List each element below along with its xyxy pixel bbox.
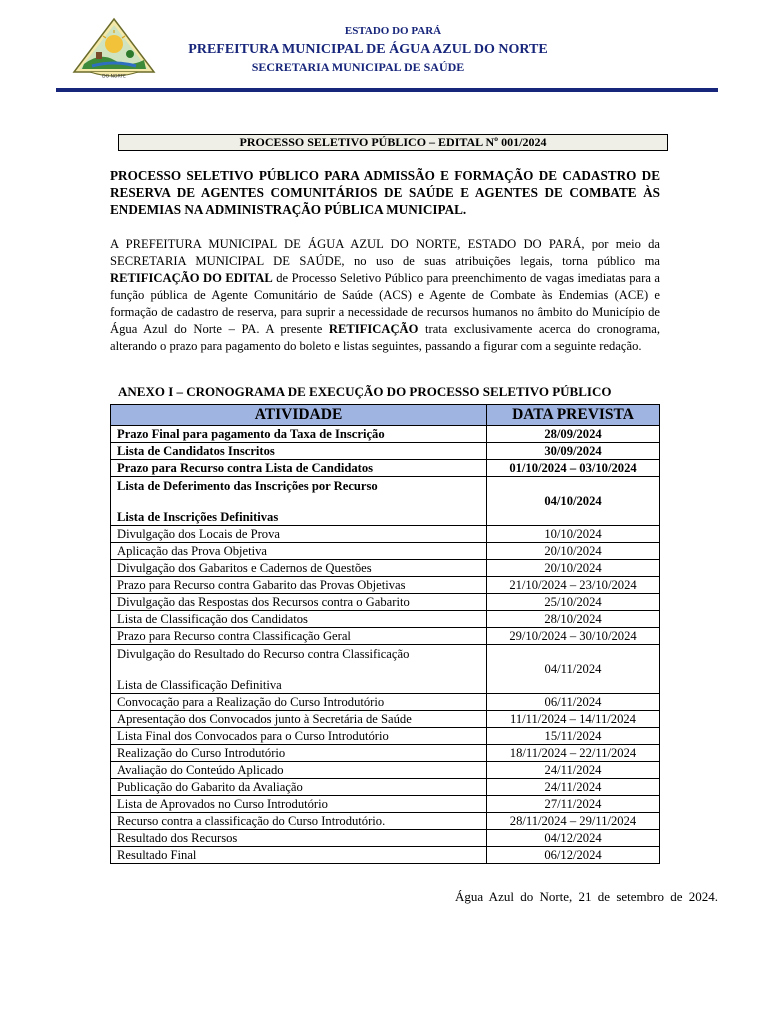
activity-cell: Divulgação das Respostas dos Recursos contra o Gabarito — [111, 594, 487, 611]
date-cell: 04/12/2024 — [487, 830, 660, 847]
activity-line-2: Lista de Inscrições Definitivas — [117, 510, 279, 524]
activity-line-2: Lista de Classificação Definitiva — [117, 678, 282, 692]
table-row — [111, 526, 660, 543]
table-header-row — [111, 405, 660, 426]
activity-cell: Resultado dos Recursos — [111, 830, 487, 847]
table-row — [111, 426, 660, 443]
table-row — [111, 796, 660, 813]
paragraph-text-2: de Processo Seletivo Público para preenchimento de vagas imediatas para a função pública de Agente Comunitário de Saúde (ACS) e Agente de Combate às Endemias (ACE) e formação de cadastro de reserva, para suprir a necessidade de recursos humanos no âmbito do Município de Água Azul do Norte – PA. A presente — [110, 271, 660, 336]
activity-cell: Aplicação das Prova Objetiva — [111, 543, 487, 560]
date-cell: 30/09/2024 — [487, 443, 660, 460]
date-cell: 21/10/2024 – 23/10/2024 — [487, 577, 660, 594]
table-row — [111, 779, 660, 796]
table-row — [111, 711, 660, 728]
activity-cell — [111, 477, 487, 526]
date-cell: 06/12/2024 — [487, 847, 660, 864]
table-row — [111, 443, 660, 460]
table-row — [111, 694, 660, 711]
body-paragraph — [110, 236, 660, 355]
annex-title: ANEXO I – CRONOGRAMA DE EXECUÇÃO DO PROCESSO SELETIVO PÚBLICO — [118, 384, 612, 399]
table-row — [111, 560, 660, 577]
activity-cell: Publicação do Gabarito da Avaliação — [111, 779, 487, 796]
activity-cell: Lista Final dos Convocados para o Curso Introdutório — [111, 728, 487, 745]
document-main-title: PROCESSO SELETIVO PÚBLICO PARA ADMISSÃO E FORMAÇÃO DE CADASTRO DE RESERVA DE AGENTES COMUNITÁRIOS DE SAÚDE E AGENTES DE COMBATE ÀS ENDEMIAS NA ADMINISTRAÇÃO PÚBLICA MUNICIPAL. — [110, 168, 660, 217]
table-row — [111, 594, 660, 611]
paragraph-text-3: trata exclusivamente acerca do cronograma, alterando o prazo para pagamento do boleto e listas seguintes, passando a figurar com a seguinte redação. — [110, 322, 660, 353]
schedule-table — [110, 404, 660, 864]
table-row — [111, 577, 660, 594]
activity-cell: Lista de Classificação dos Candidatos — [111, 611, 487, 628]
activity-cell: Prazo Final para pagamento da Taxa de Inscrição — [111, 426, 487, 443]
logo-ribbon-text: DO NORTE — [102, 74, 126, 80]
activity-cell: Lista de Aprovados no Curso Introdutório — [111, 796, 487, 813]
activity-cell — [111, 645, 487, 694]
header-activity: ATIVIDADE — [111, 405, 487, 426]
activity-cell: Realização do Curso Introdutório — [111, 745, 487, 762]
activity-line-1: Divulgação do Resultado do Recurso contra Classificação — [117, 647, 410, 661]
date-cell: 28/11/2024 – 29/11/2024 — [487, 813, 660, 830]
table-row — [111, 628, 660, 645]
paragraph-bold-1: RETIFICAÇÃO DO EDITAL — [110, 271, 273, 285]
header-divider — [56, 88, 718, 92]
table-row — [111, 847, 660, 864]
paragraph-bold-2: RETIFICAÇÃO — [328, 322, 419, 336]
activity-cell: Recurso contra a classificação do Curso Introdutório. — [111, 813, 487, 830]
date-cell: 04/10/2024 — [487, 477, 660, 526]
table-row — [111, 477, 660, 526]
header-city: PREFEITURA MUNICIPAL DE ÁGUA AZUL DO NORTE — [188, 42, 548, 57]
activity-cell: Prazo para Recurso contra Gabarito das Provas Objetivas — [111, 577, 487, 594]
header-date: DATA PREVISTA — [487, 405, 660, 426]
date-cell: 20/10/2024 — [487, 560, 660, 577]
table-row — [111, 611, 660, 628]
date-cell: 25/10/2024 — [487, 594, 660, 611]
date-cell: 29/10/2024 – 30/10/2024 — [487, 628, 660, 645]
edital-title-box: PROCESSO SELETIVO PÚBLICO – EDITAL Nº 001/2024 — [118, 134, 668, 151]
table-row — [111, 645, 660, 694]
date-cell: 01/10/2024 – 03/10/2024 — [487, 460, 660, 477]
date-cell: 04/11/2024 — [487, 645, 660, 694]
date-cell: 10/10/2024 — [487, 526, 660, 543]
table-row — [111, 830, 660, 847]
table-row — [111, 543, 660, 560]
activity-cell: Convocação para a Realização do Curso Introdutório — [111, 694, 487, 711]
table-row — [111, 762, 660, 779]
closing-place-date: Água Azul do Norte, 21 de setembro de 2024. — [454, 889, 718, 904]
activity-cell: Divulgação dos Gabaritos e Cadernos de Questões — [111, 560, 487, 577]
activity-line-1: Lista de Deferimento das Inscrições por Recurso — [117, 479, 378, 493]
paragraph-text-1: A PREFEITURA MUNICIPAL DE ÁGUA AZUL DO NORTE, ESTADO DO PARÁ, por meio da SECRETARIA MUNICIPAL DE SAÚDE, no uso de suas atribuições legais, torna público ma — [110, 237, 660, 268]
header-secretariat: SECRETARIA MUNICIPAL DE SAÚDE — [251, 60, 465, 74]
table-row — [111, 745, 660, 762]
date-cell: 06/11/2024 — [487, 694, 660, 711]
date-cell: 15/11/2024 — [487, 728, 660, 745]
activity-cell: Lista de Candidatos Inscritos — [111, 443, 487, 460]
table-row — [111, 813, 660, 830]
date-cell: 11/11/2024 – 14/11/2024 — [487, 711, 660, 728]
table-row — [111, 460, 660, 477]
date-cell: 18/11/2024 – 22/11/2024 — [487, 745, 660, 762]
activity-cell: Prazo para Recurso contra Lista de Candidatos — [111, 460, 487, 477]
activity-cell: Resultado Final — [111, 847, 487, 864]
date-cell: 28/09/2024 — [487, 426, 660, 443]
date-cell: 24/11/2024 — [487, 762, 660, 779]
date-cell: 28/10/2024 — [487, 611, 660, 628]
date-cell: 24/11/2024 — [487, 779, 660, 796]
date-cell: 20/10/2024 — [487, 543, 660, 560]
date-cell: 27/11/2024 — [487, 796, 660, 813]
activity-cell: Divulgação dos Locais de Prova — [111, 526, 487, 543]
header-state: ESTADO DO PARÁ — [344, 25, 442, 37]
activity-cell: Apresentação dos Convocados junto à Secretária de Saúde — [111, 711, 487, 728]
activity-cell: Avaliação do Conteúdo Aplicado — [111, 762, 487, 779]
activity-cell: Prazo para Recurso contra Classificação Geral — [111, 628, 487, 645]
table-row — [111, 728, 660, 745]
